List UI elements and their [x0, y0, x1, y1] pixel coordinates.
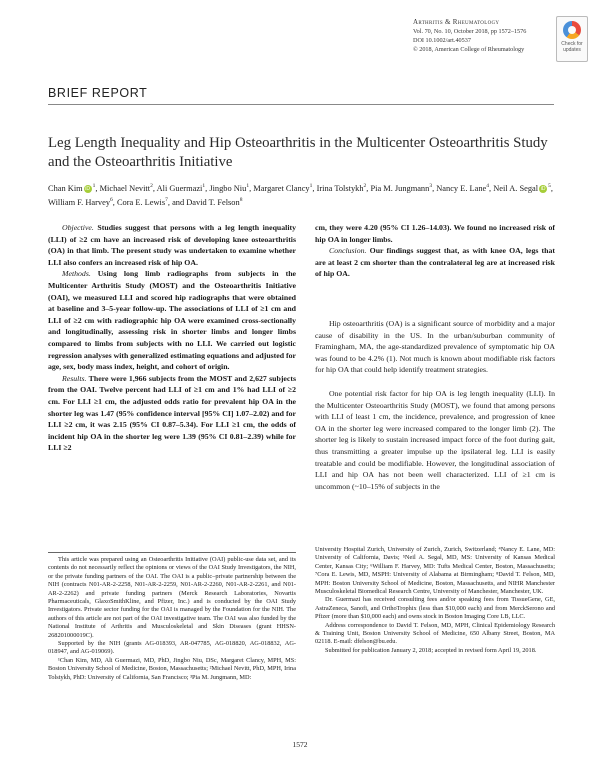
- doi: DOI 10.1002/art.40537: [413, 37, 471, 44]
- author-affiliation-number: 6: [110, 197, 113, 204]
- check-for-updates-badge[interactable]: [556, 16, 588, 62]
- page-number: 1572: [292, 740, 308, 749]
- body-text: [315, 318, 555, 504]
- author-affiliation-number: 1: [309, 183, 313, 190]
- author-affiliation-number: 4: [486, 183, 489, 190]
- badge-line1: Check for: [561, 41, 583, 47]
- journal-name: Arthritis & Rheumatology: [413, 18, 500, 26]
- author-name: Pia M. Jungmann: [370, 184, 430, 193]
- author-affiliation-number: 2: [150, 183, 153, 190]
- author-name: Cora E. Lewis: [116, 198, 166, 207]
- results-label: Results.: [62, 373, 87, 383]
- author-affiliation-number: 5: [548, 183, 551, 190]
- author-list: Chan Kim iD $^1$, Michael Nevitt$^2$, Ali Guermazi$^1$, Jingbo Niu$^1$, Margaret Clancy$^1$, Irina Tolstykh$^2$, Pia M. Jungmann$^3$, Nancy E. Lane$^4$, Neil A. Segal iD $^5$, William F. Harvey$^6$, Cora E. Lewis$^7$, and David T. Felson$^8$: [48, 183, 553, 207]
- author-name: Nancy E. Lane: [436, 184, 487, 193]
- footnote-support: Supported by the NIH (grants AG-018393, AR-047785, AG-018820, AG-018832, AG-018947, and AG-019069).: [48, 640, 296, 656]
- objective-text: Studies suggest that persons with a leg length inequality (LLI) of ≥2 cm have an increased risk of developing knee osteoarthritis (OA) in that limb. The present study was undertaken to examine whether LLI also confers an increased risk of hip OA.: [48, 223, 296, 267]
- abstract-left-column: [48, 222, 296, 454]
- methods-label: Methods.: [62, 269, 91, 279]
- results-text: There were 1,966 subjects from the MOST and 2,627 subjects from the OAI. Twelve percent had LLI of ≥1 cm and 1% had LLI of ≥2 cm. For LLI ≥1 cm, the adjusted odds ratio for prevalent hip OA in the shorter leg was 1.47 (95% confidence interval [95% CI] 1.07–2.02) and for LLI ≥2 cm, it was 2.15 (95% CI 0.87–5.34). For LLI ≥1 cm, the odds of incident hip OA in the shorter leg were 1.39 (95% CI 0.81–2.39) while for LLI ≥2: [48, 373, 296, 453]
- abstract-objective: [48, 222, 296, 268]
- section-label: BRIEF REPORT: [48, 86, 148, 100]
- footnote-affiliations: ¹Chan Kim, MD, Ali Guermazi, MD, PhD, Jingbo Niu, DSc, Margaret Clancy, MPH, MS: Boston University School of Medicine, Boston, Massachusetts; ²Michael Nevitt, PhD, MPH, Irina Tolstykh, PhD: University of California, San Francisco; ³Pia M. Jungmann, MD:: [48, 656, 296, 681]
- objective-label: Objective.: [62, 223, 94, 232]
- abstract-conclusion: [315, 245, 555, 280]
- crossmark-icon: [563, 21, 581, 39]
- abstract-results: [48, 373, 296, 454]
- author-name: Michael Nevitt: [99, 184, 151, 193]
- author-affiliation-number: 2: [363, 183, 367, 190]
- orcid-icon[interactable]: iD: [85, 186, 91, 193]
- conclusion-text: Our findings suggest that, as with knee OA, legs that are at least 2 cm shorter than the contralateral leg are at increased risk of hip OA.: [315, 246, 555, 279]
- body-paragraph-1: Hip osteoarthritis (OA) is a significant source of morbidity and a major cause of disability in the US. In the urban/suburban community of Framingham, MA, the age-standardized prevalence of symptomatic hip OA was found to be 4.2% (1). Not much is known about modifiable risk factors for hip OA that could help identify treatment strategies.: [315, 319, 555, 375]
- badge-line2: updates: [563, 47, 581, 53]
- footnotes-right: [315, 546, 555, 655]
- footnotes-left: [48, 556, 296, 682]
- footnote-affiliations-cont: University Hospital Zurich, University of Zurich, Zurich, Switzerland; ⁴Nancy E. Lane, MD: University of California, Davis; ⁵Neil A. Segal, MD, MS: University of Kansas Medical Center, Kansas City; ⁶William F. Harvey, MD: Tufts Medical Center, Boston, Massachusetts; ⁷Cora E. Lewis, MD, MSPH: University of Alabama at Birmingham; ⁸David T. Felson, MD, MPH: Boston University School of Medicine, Boston, Massachusetts, and NIHR Manchester Musculoskeletal Biomedical Research Centre, University of Manchester, Manchester, UK.: [315, 546, 555, 596]
- author-affiliation-number: 7: [165, 197, 168, 204]
- results-continued: cm, they were 4.20 (95% CI 1.26–14.03). We found no increased risk of hip OA in longer limbs.: [315, 223, 555, 244]
- footnote-submission: Submitted for publication January 2, 2018; accepted in revised form April 19, 2018.: [325, 646, 537, 654]
- author-name: Neil A. Segal: [493, 184, 539, 193]
- conclusion-label: Conclusion.: [329, 246, 367, 256]
- article-title: Leg Length Inequality and Hip Osteoarthritis in the Multicenter Osteoarthritis Study and the Osteoarthritis Initiative: [48, 135, 548, 170]
- author-name: Ali Guermazi: [156, 184, 203, 193]
- author-name: Chan Kim: [48, 184, 83, 193]
- author-affiliation-number: 1: [92, 183, 96, 190]
- section-divider: [48, 104, 554, 105]
- footnote-oai: This article was prepared using an Osteoarthritis Initiative (OAI) public-use data set, and its contents do not necessarily reflect the opinions or views of the OAI Study Investigators, the NIH, or the private funding partners of the OAI. The OAI is a public–private partnership between the NIH (contracts N01-AR-2-2258, N01-AR-2-2259, N01-AR-2-2260, N01-AR-2-2261, and N01-AR-2-2262) and private funding partners (Merck Research Laboratories, Novartis Pharmaceuticals, GlaxoSmithKline, and Pfizer, Inc.) and is conducted by the OAI Study Investigators. Private sector funding for the OAI is managed by the Foundation for the NIH. The authors of this article are not part of the OAI investigative team. The OAI was also funded by the National Institute of Arthritis and Musculoskeletal and Skin Diseases (grant HHSN-268201000019C).: [48, 556, 296, 639]
- author-name: Margaret Clancy: [253, 184, 310, 193]
- abstract-methods: [48, 268, 296, 372]
- methods-text: Using long limb radiographs from subjects in the Multicenter Arthritis Study (MOST) and the Osteoarthritis Initiative (OAI), we measured LLI and scored hip radiographs that were obtained at baseline and 3–5-year follow-up. The associations of LLI of ≥1 cm and LLI of ≥2 cm with radiographic hip OA were examined cross-sectionally and longitudinally, assessing risk in shorter limbs and longer limbs compared to limbs from subjects with no LLI. We carried out logistic regression analyses with generalized estimating equations and adjusted for age, sex, body mass index, height, and cohort of origin.: [48, 269, 296, 372]
- copyright: © 2018, American College of Rheumatology: [413, 46, 525, 53]
- author-affiliation-number: 3: [429, 183, 433, 190]
- orcid-icon[interactable]: iD: [540, 186, 546, 193]
- author-affiliation-number: 1: [246, 183, 250, 190]
- journal-header: [413, 18, 553, 54]
- abstract-right-column: [315, 222, 555, 280]
- footnote-divider-left: [48, 552, 296, 553]
- author-name: David T. Felson: [186, 198, 240, 207]
- author-affiliation-number: 8: [239, 197, 243, 204]
- volume-line: Vol. 70, No. 10, October 2018, pp 1572–1576: [413, 28, 527, 35]
- author-affiliation-number: 1: [202, 183, 206, 190]
- author-name: Jingbo Niu: [209, 184, 247, 193]
- footnote-correspondence: Address correspondence to David T. Felson, MD, MPH, Clinical Epidemiology Research & Training Unit, Boston University School of Medicine, 650 Albany Street, Boston, MA 02118. E-mail: dfelson@bu.edu.: [315, 621, 555, 646]
- author-name: Irina Tolstykh: [316, 184, 364, 193]
- body-paragraph-2: One potential risk factor for hip OA is leg length inequality (LLI). In the Multicenter Osteoarthritis Study (MOST), we found that among persons with LLI of least 1 cm, the incidence, prevalence, and progression of knee OA in the shorter leg were increased compared to the longer limb (2). The shorter leg is likely to sustain increased impact force of the foot during gait, thus transmitting a greater impulse up the ipsilateral leg. LLI is easily treatable and could be modifiable. However, the longitudinal association of LLI and hip OA has not been well characterized. LLI of ≥1 cm is uncommon (~10–15% of subjects in the: [315, 388, 555, 491]
- footnote-disclosure: Dr. Guermazi has received consulting fees and/or speaking fees from TissueGene, GE, AstraZeneca, Sanofi, and OrthoTrophix (less than $10,000 each) and from MerckSerono and Pfizer (more than $10,000 each) and owns stock in Boston Imaging Core LB, LLC.: [315, 596, 555, 621]
- author-name: William F. Harvey: [48, 198, 111, 207]
